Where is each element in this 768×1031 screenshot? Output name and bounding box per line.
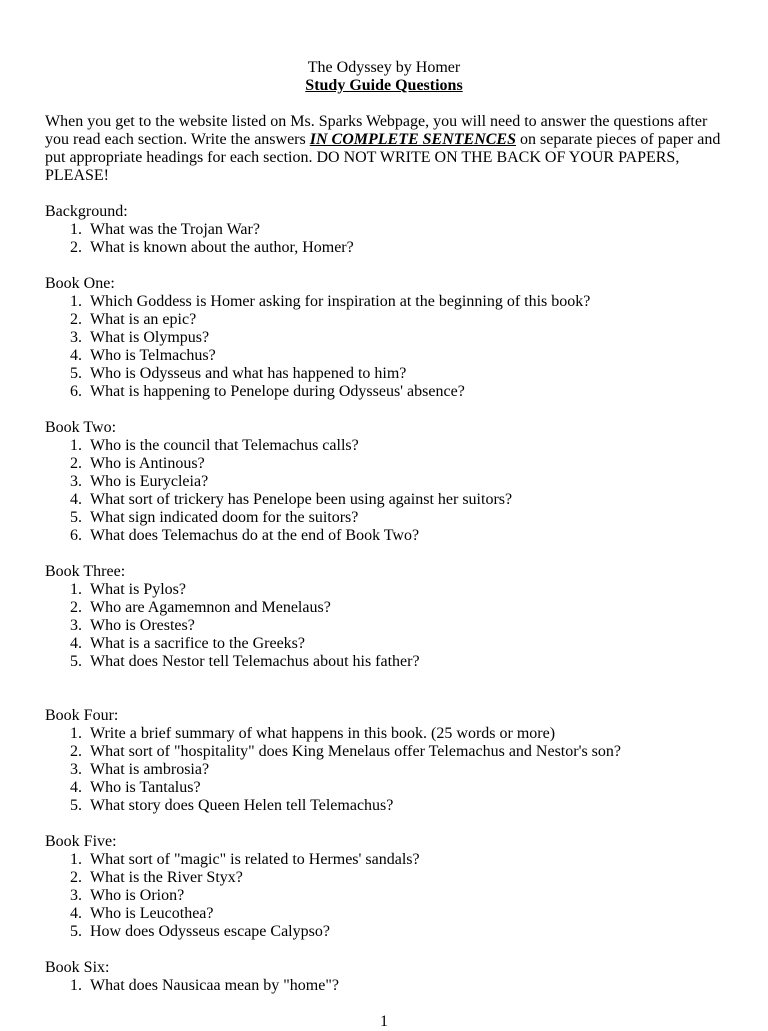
question-number: 3. (70, 329, 82, 346)
page-number: 1 (380, 1013, 388, 1030)
question-text: What does Nestor tell Telemachus about his father? (90, 653, 420, 670)
question-text: Who is Antinous? (90, 455, 205, 472)
question-text: What does Nausicaa mean by "home"? (90, 977, 339, 994)
question-item (45, 365, 723, 383)
document-title: The Odyssey by Homer (307, 59, 461, 76)
question-text: Who is Orion? (90, 887, 185, 904)
question-sections (45, 185, 723, 1013)
question-text: What is happening to Penelope during Odysseus' absence? (90, 383, 465, 400)
question-number: 1. (70, 293, 82, 310)
question-number: 4. (70, 635, 82, 652)
question-number: 6. (70, 383, 82, 400)
question-item (45, 347, 723, 365)
question-text: What story does Queen Helen tell Telemachus? (90, 797, 394, 814)
question-number: 2. (70, 455, 82, 472)
question-text: What is known about the author, Homer? (90, 239, 354, 256)
question-item (45, 635, 723, 653)
question-text: Who is Orestes? (90, 617, 195, 634)
question-item (45, 509, 723, 527)
question-item (45, 923, 723, 941)
section-heading: Book Six: (45, 959, 110, 976)
question-item (45, 383, 723, 401)
question-number: 1. (70, 437, 82, 454)
question-text: What is Pylos? (90, 581, 186, 598)
question-item (45, 977, 723, 995)
question-item (45, 455, 723, 473)
question-number: 4. (70, 779, 82, 796)
question-text: Who are Agamemnon and Menelaus? (90, 599, 331, 616)
question-number: 2. (70, 599, 82, 616)
question-number: 6. (70, 527, 82, 544)
question-text: Who is Tantalus? (90, 779, 201, 796)
question-text: What sign indicated doom for the suitors? (90, 509, 359, 526)
question-number: 5. (70, 923, 82, 940)
question-text: Who is Eurycleia? (90, 473, 209, 490)
question-number: 5. (70, 365, 82, 382)
question-number: 3. (70, 761, 82, 778)
question-item (45, 617, 723, 635)
question-item (45, 491, 723, 509)
question-item (45, 779, 723, 797)
question-item (45, 329, 723, 347)
question-text: How does Odysseus escape Calypso? (90, 923, 330, 940)
question-item (45, 311, 723, 329)
question-number: 5. (70, 797, 82, 814)
question-item (45, 905, 723, 923)
instructions-paragraph (45, 113, 723, 185)
question-number: 4. (70, 491, 82, 508)
section (45, 563, 723, 671)
question-item (45, 527, 723, 545)
instructions-emphasis: IN COMPLETE SENTENCES (309, 131, 516, 148)
question-item (45, 887, 723, 905)
question-number: 1. (70, 725, 82, 742)
section (45, 203, 723, 257)
question-number: 1. (70, 977, 82, 994)
question-text: Who is Leucothea? (90, 905, 214, 922)
section (45, 959, 723, 995)
instructions-text: on separate pieces of paper and put appropriate headings for each section. DO NOT WRITE ON THE BACK OF YOUR PAPERS, PLEASE! (45, 131, 721, 184)
question-number: 2. (70, 239, 82, 256)
question-text: What sort of "hospitality" does King Menelaus offer Telemachus and Nestor's son? (90, 743, 622, 760)
question-text: Write a brief summary of what happens in this book. (25 words or more) (90, 725, 556, 742)
question-item (45, 293, 723, 311)
question-text: Which Goddess is Homer asking for inspiration at the beginning of this book? (90, 293, 591, 310)
question-text: Who is the council that Telemachus calls? (90, 437, 359, 454)
section (45, 833, 723, 941)
document-subtitle: Study Guide Questions (305, 77, 463, 94)
question-number: 2. (70, 743, 82, 760)
question-item (45, 761, 723, 779)
question-text: Who is Telmachus? (90, 347, 216, 364)
section-heading: Book Four: (45, 707, 119, 724)
question-item (45, 743, 723, 761)
question-item (45, 851, 723, 869)
question-text: What is the River Styx? (90, 869, 243, 886)
question-item (45, 473, 723, 491)
section-heading: Background: (45, 203, 128, 220)
section-heading: Book Five: (45, 833, 117, 850)
question-text: What is an epic? (90, 311, 197, 328)
question-text: What was the Trojan War? (90, 221, 260, 238)
question-item (45, 581, 723, 599)
question-number: 3. (70, 887, 82, 904)
question-number: 3. (70, 617, 82, 634)
question-text: What sort of trickery has Penelope been using against her suitors? (90, 491, 513, 508)
section (45, 275, 723, 401)
question-item (45, 725, 723, 743)
question-number: 5. (70, 509, 82, 526)
question-item (45, 797, 723, 815)
question-number: 2. (70, 311, 82, 328)
question-item (45, 239, 723, 257)
question-number: 4. (70, 347, 82, 364)
question-text: What is ambrosia? (90, 761, 210, 778)
question-item (45, 437, 723, 455)
question-number: 4. (70, 905, 82, 922)
question-item (45, 599, 723, 617)
question-number: 2. (70, 869, 82, 886)
question-item (45, 653, 723, 671)
question-number: 1. (70, 221, 82, 238)
section (45, 707, 723, 815)
question-text: What is Olympus? (90, 329, 210, 346)
section (45, 419, 723, 545)
question-item (45, 869, 723, 887)
section-heading: Book One: (45, 275, 115, 292)
question-text: What sort of "magic" is related to Hermes' sandals? (90, 851, 420, 868)
question-number: 1. (70, 851, 82, 868)
section-heading: Book Two: (45, 419, 117, 436)
question-number: 1. (70, 581, 82, 598)
question-text: Who is Odysseus and what has happened to him? (90, 365, 407, 382)
question-text: What is a sacrifice to the Greeks? (90, 635, 306, 652)
instructions-text: When you get to the website listed on Ms. Sparks Webpage, you will need to answer the questions after you read each section. Write the answers (45, 113, 708, 148)
question-item (45, 221, 723, 239)
question-number: 3. (70, 473, 82, 490)
question-number: 5. (70, 653, 82, 670)
section-heading: Book Three: (45, 563, 126, 580)
question-text: What does Telemachus do at the end of Book Two? (90, 527, 420, 544)
